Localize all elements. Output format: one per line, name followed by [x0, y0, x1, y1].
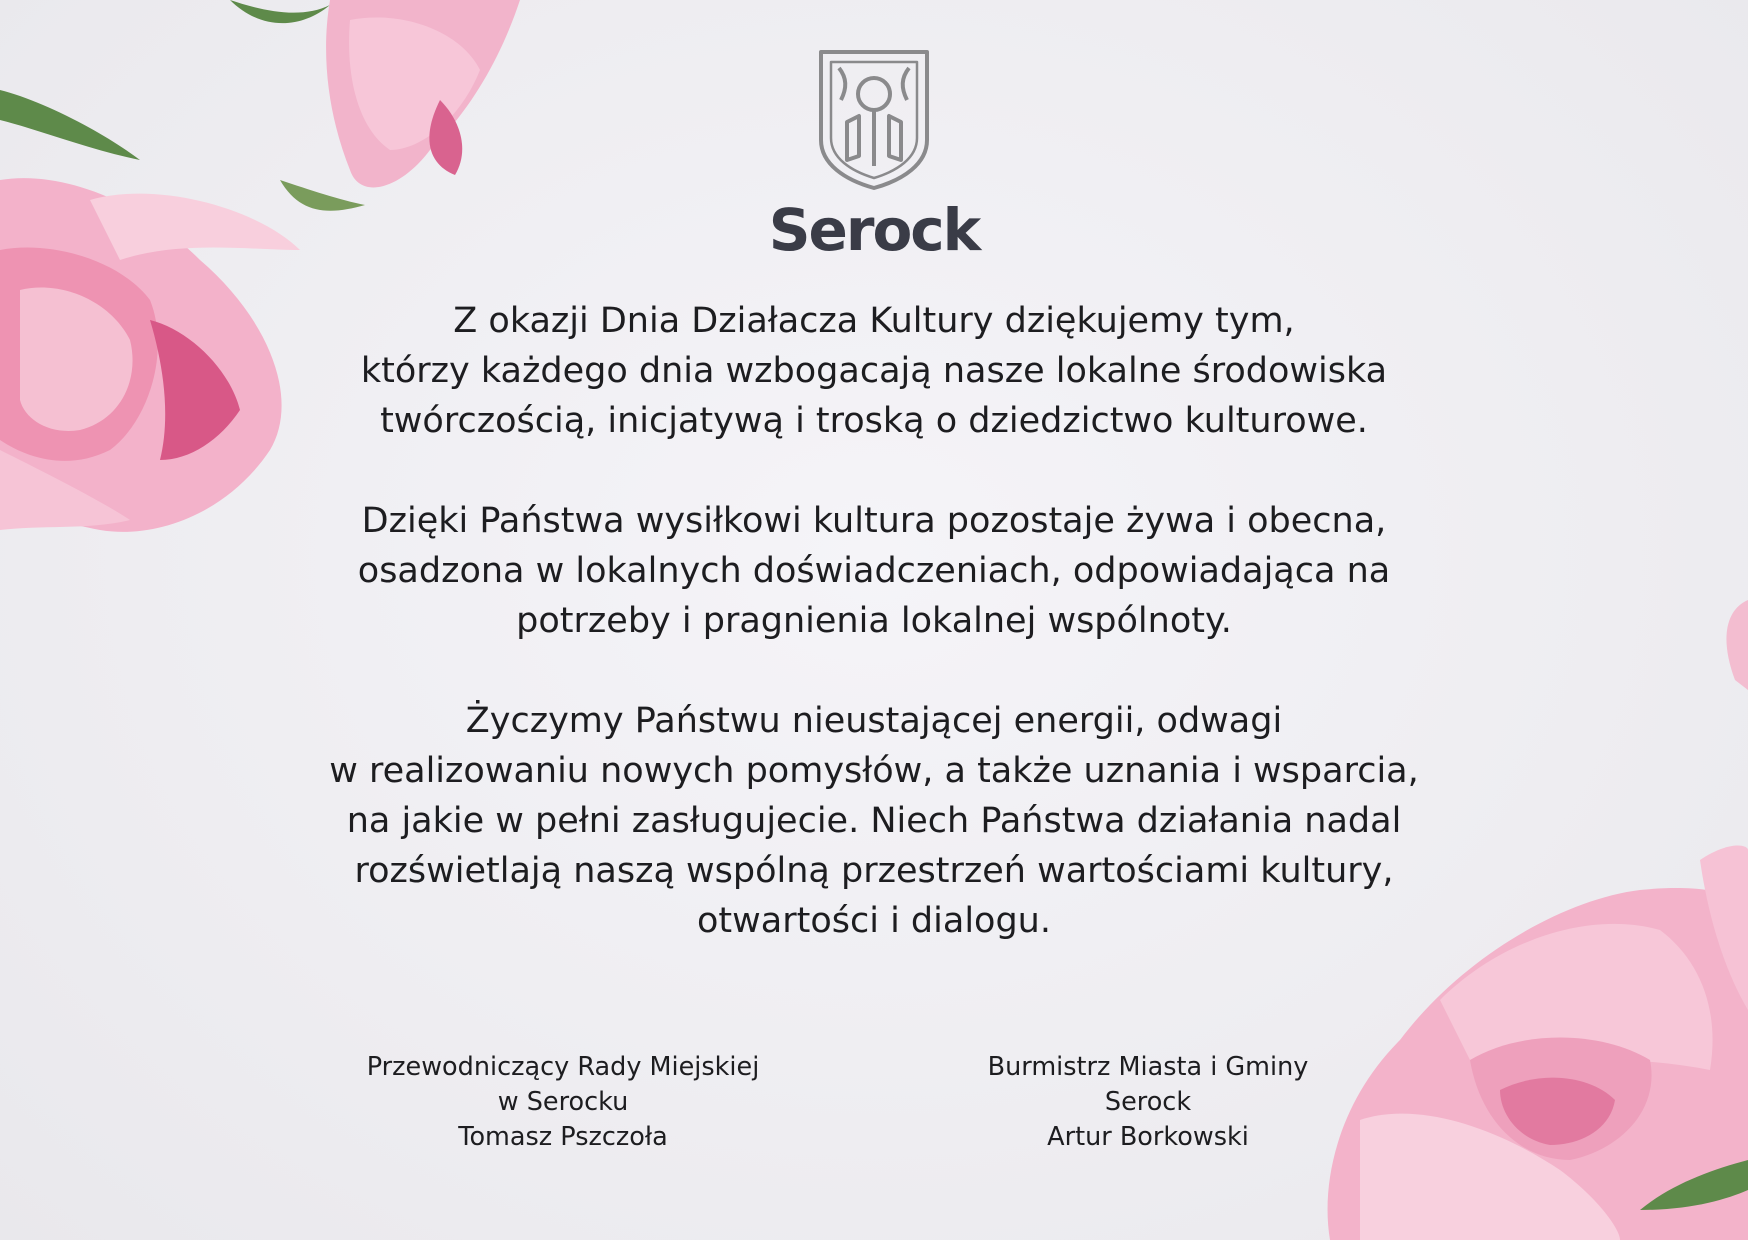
message-line: w realizowaniu nowych pomysłów, a także uznania i wsparcia, — [329, 751, 1419, 791]
message-line: Życzymy Państwu nieustającej energii, odwagi — [465, 701, 1283, 741]
brand-name: Serock — [768, 196, 980, 264]
greeting-message — [240, 296, 1508, 996]
message-line: Z okazji Dnia Działacza Kultury dziękujemy tym, — [453, 301, 1295, 341]
peony-flower-icon — [1726, 600, 1748, 690]
message-paragraph — [240, 496, 1508, 646]
leaf-icon — [0, 0, 365, 211]
message-paragraph — [240, 296, 1508, 446]
message-line: Dzięki Państwa wysiłkowi kultura pozostaje żywa i obecna, — [361, 501, 1387, 541]
message-line: na jakie w pełni zasługujecie. Niech Państwa działania nadal — [346, 801, 1402, 841]
peony-flower-icon — [326, 0, 520, 187]
serock-coat-of-arms-icon — [817, 48, 931, 190]
message-line: osadzona w lokalnych doświadczeniach, odpowiadająca na — [357, 551, 1391, 591]
signature-name: Artur Borkowski — [1047, 1122, 1249, 1152]
signature-title: w Serocku — [497, 1087, 629, 1117]
message-line: otwartości i dialogu. — [697, 901, 1051, 941]
signature-council-chairman — [313, 1050, 813, 1155]
message-line: potrzeby i pragnienia lokalnej wspólnoty. — [516, 601, 1232, 641]
signature-title: Burmistrz Miasta i Gminy — [987, 1052, 1309, 1082]
message-line: twórczością, inicjatywą i troską o dziedzictwo kulturowe. — [380, 401, 1368, 441]
signature-mayor — [898, 1050, 1398, 1155]
signature-title: Serock — [1104, 1087, 1192, 1117]
signature-title: Przewodniczący Rady Miejskiej — [366, 1052, 760, 1082]
signature-name: Tomasz Pszczoła — [458, 1122, 668, 1152]
message-paragraph — [240, 696, 1508, 946]
message-line: którzy każdego dnia wzbogacają nasze lokalne środowiska — [360, 351, 1388, 391]
message-line: rozświetlają naszą wspólną przestrzeń wartościami kultury, — [354, 851, 1394, 891]
